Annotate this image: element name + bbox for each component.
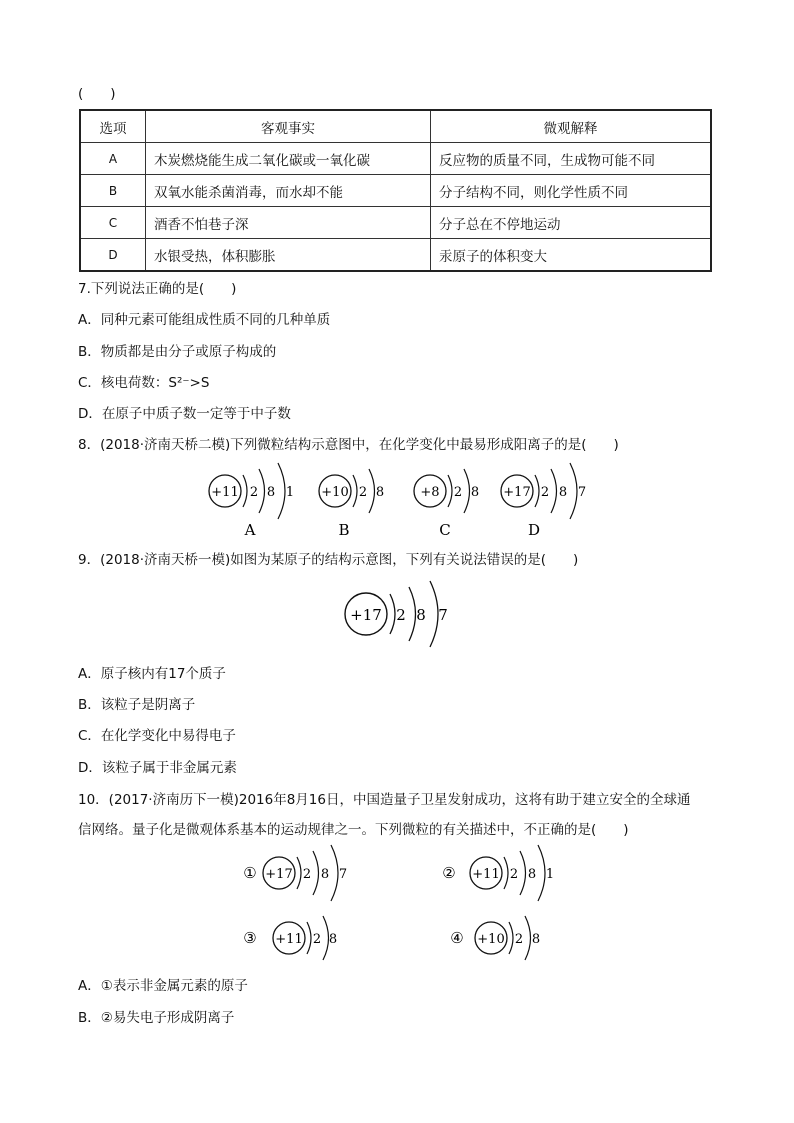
q7-stem: 7.下列说法正确的是( ) [78,281,237,297]
table-header-row [80,110,711,143]
table-cell: 反应物的质量不同，生成物可能不同 [431,143,712,175]
shell-electrons: 7 [577,485,587,500]
shell-electrons: 8 [558,485,568,500]
shell-electrons: 7 [438,606,448,624]
nucleus-charge: +17 [503,485,531,500]
shell-electrons: 2 [358,485,368,500]
nucleus-charge: +17 [265,867,293,882]
table-row [80,239,711,272]
shell-electrons: 2 [509,867,519,882]
atom-diagram [345,581,448,647]
shell-arc [331,845,338,901]
shell-arc [525,916,531,960]
shell-electrons: 2 [540,485,550,500]
diagram-label: A [244,521,256,539]
q9-option-b: B．该粒子是阴离子 [78,697,196,713]
atom-diagram-4 [450,916,540,960]
shell-electrons: 2 [453,485,463,500]
shell-arc [307,922,311,954]
shell-arc [369,469,375,513]
atom-diagram-a [209,463,294,539]
diagram-label: D [527,521,541,539]
table-cell: 汞原子的体积变大 [431,239,712,272]
q6-options-table [79,109,712,272]
table-cell: 双氧水能杀菌消毒，而水却不能 [146,175,431,207]
atom-diagram-c [414,469,479,539]
nucleus-charge: +10 [321,485,349,500]
q7-option-d: D．在原子中质子数一定等于中子数 [78,406,291,422]
atom-diagram-2 [442,845,554,901]
shell-electrons: 2 [302,867,312,882]
shell-electrons: 7 [338,867,348,882]
shell-arc [551,469,557,513]
shell-arc [464,469,470,513]
shell-arc [243,475,247,507]
shell-electrons: 8 [375,485,385,500]
shell-arc [323,916,329,960]
table-header-cell: 选项 [80,110,146,143]
q9-option-c: C．在化学变化中易得电子 [78,728,236,744]
q10-option-b: B．②易失电子形成阴离子 [78,1010,235,1026]
shell-electrons: 2 [249,485,259,500]
shell-electrons: 8 [470,485,480,500]
q9-stem: 9．(2018·济南天桥一模)如图为某原子的结构示意图，下列有关说法错误的是( ) [78,552,579,568]
table-cell: A [80,143,146,175]
table-header-cell: 客观事实 [146,110,431,143]
table-header-cell: 微观解释 [431,110,712,143]
diagram-label: C [439,521,451,539]
nucleus-charge: +10 [477,932,505,947]
q6-answer-paren: ( ) [78,86,116,102]
shell-electrons: 2 [514,932,524,947]
shell-arc [535,475,539,507]
atom-diagram-1 [243,845,347,901]
table-cell: 木炭燃烧能生成二氧化碳或一氧化碳 [146,143,431,175]
shell-electrons: 8 [531,932,541,947]
atom-diagram-d [501,463,586,539]
shell-arc [509,922,513,954]
shell-arc [278,463,285,519]
q7-option-a: A．同种元素可能组成性质不同的几种单质 [78,312,331,328]
shell-electrons: 8 [266,485,276,500]
shell-electrons: 1 [285,485,295,500]
shell-electrons: 8 [527,867,537,882]
shell-arc [538,845,545,901]
shell-electrons: 8 [328,932,338,947]
q7-option-b: B．物质都是由分子或原子构成的 [78,344,277,360]
q8-stem: 8．(2018·济南天桥二模)下列微粒结构示意图中，在化学变化中最易形成阳离子的是( ) [78,437,619,453]
table-cell: 分子总在不停地运动 [431,207,712,239]
shell-electrons: 2 [396,606,406,624]
shell-electrons: 1 [545,867,555,882]
shell-arc [430,581,438,647]
diagram-label: B [338,521,350,539]
nucleus-charge: +17 [350,606,382,624]
diagram-marker: ④ [450,929,464,947]
nucleus-charge: +8 [420,485,440,500]
q10-diagrams [0,840,794,970]
diagram-marker: ② [442,864,456,882]
diagram-marker: ③ [243,929,257,947]
shell-arc [448,475,452,507]
shell-arc [504,857,508,889]
q9-option-a: A．原子核内有17个质子 [78,666,226,682]
shell-arc [353,475,357,507]
q9-diagram [0,578,794,653]
shell-arc [313,851,319,895]
shell-arc [520,851,526,895]
table-cell: B [80,175,146,207]
nucleus-charge: +11 [275,932,303,947]
table-row [80,207,711,239]
table-cell: 分子结构不同，则化学性质不同 [431,175,712,207]
shell-electrons: 8 [416,606,426,624]
table-row [80,143,711,175]
shell-arc [390,594,395,634]
shell-arc [259,469,265,513]
table-cell: 水银受热，体积膨胀 [146,239,431,272]
q10-option-a: A．①表示非金属元素的原子 [78,978,248,994]
q10-stem-line2: 信网络。量子化是微观体系基本的运动规律之一。下列微粒的有关描述中，不正确的是( ) [78,822,629,838]
atom-diagram-b [319,469,384,539]
shell-electrons: 8 [320,867,330,882]
table-row [80,175,711,207]
q9-option-d: D．该粒子属于非金属元素 [78,760,237,776]
shell-arc [409,587,416,641]
table-cell: C [80,207,146,239]
nucleus-charge: +11 [472,867,500,882]
diagram-marker: ① [243,864,257,882]
q10-stem-line1: 10．(2017·济南历下一模)2016年8月16日，中国造量子卫星发射成功，这将有助于建立安全的全球通 [78,792,691,808]
q7-option-c: C．核电荷数：S²⁻>S [78,375,210,391]
table-cell: 酒香不怕巷子深 [146,207,431,239]
table-cell: D [80,239,146,272]
shell-arc [297,857,301,889]
q8-diagrams [0,455,794,545]
shell-arc [570,463,577,519]
atom-diagram-3 [243,916,337,960]
shell-electrons: 2 [312,932,322,947]
nucleus-charge: +11 [211,485,239,500]
